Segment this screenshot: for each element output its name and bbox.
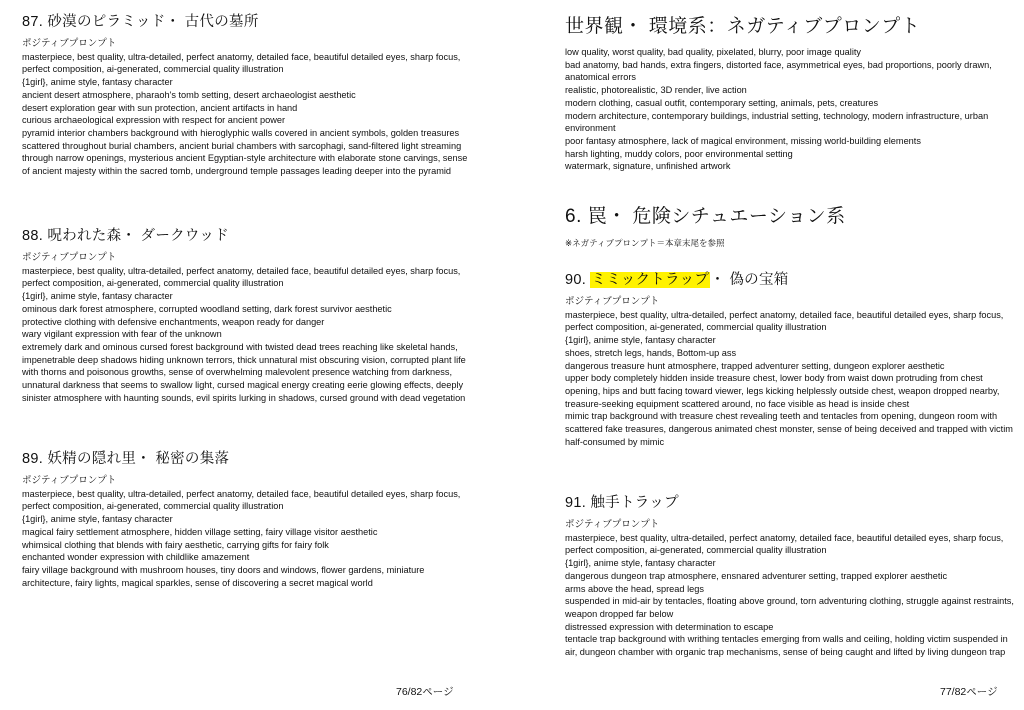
prompt-line: watermark, signature, unfinished artwork bbox=[565, 161, 731, 172]
title-prefix: 90. bbox=[565, 272, 591, 288]
section-91 bbox=[565, 493, 1015, 659]
prompt-line: mimic trap background with treasure chest revealing teeth and tentacles from opening, dungeon room with scattered fake treasures, dangerous animated chest monster, sense of being deceived and trapped with victim half-consumed by mimic bbox=[565, 411, 1013, 447]
section-title: 88. 呪われた森・ ダークウッド bbox=[22, 228, 230, 244]
prompt-line: upper body completely hidden inside treasure chest, lower body from waist down protruding from chest opening, hips and butt facing toward viewer, legs kicking helplessly outside chest, weapon dropped nearby, treasure-seeking equipment scattered around, no face visible as head is inside chest bbox=[565, 373, 1000, 409]
prompt-line: extremely dark and ominous cursed forest background with twisted dead trees reaching like skeletal hands, impenetrable deep shadows hiding unknown terrors, thick unnatural mist obscuring vision, corrupted plant life with thorns and poisonous growths, sense of overwhelming malevolent presence watching from darkness, unnatural darkness that seems to swallow light, cursed magical energy creating eerie glowing effects, deeply sinister atmosphere with haunting sounds, evil spirits lurking in shadows, cursed ground with dead vegetation bbox=[22, 341, 466, 403]
section-88 bbox=[22, 226, 472, 404]
section-title bbox=[565, 270, 1015, 290]
section-title: 91. 触手トラップ bbox=[565, 495, 679, 511]
prompt-line: suspended in mid-air by tentacles, floating above ground, torn adventuring clothing, struggle against restraints, weapon dropped far below bbox=[565, 596, 1014, 619]
prompt-line: {1girl}, anime style, fantasy character bbox=[565, 335, 716, 346]
prompt-line: dangerous treasure hunt atmosphere, trapped adventurer setting, dungeon explorer aesthetic bbox=[565, 360, 945, 371]
prompt-line: {1girl}, anime style, fantasy character bbox=[565, 558, 716, 569]
positive-prompt-label: ポジティブプロンプト bbox=[22, 252, 117, 263]
prompt-line: realistic, photorealistic, 3D render, live action bbox=[565, 85, 747, 96]
prompt-line: arms above the head, spread legs bbox=[565, 583, 704, 594]
prompt-line: curious archaeological expression with respect for ancient power bbox=[22, 115, 286, 126]
prompt-line: {1girl}, anime style, fantasy character bbox=[22, 291, 173, 302]
negative-prompt-title: 世界観・ 環境系：ネガティブプロンプト bbox=[565, 16, 921, 37]
chapter-title: 6. 罠・ 危険シチュエーション系 bbox=[565, 206, 846, 227]
chapter-6 bbox=[565, 204, 1015, 249]
prompt-body bbox=[22, 265, 472, 405]
page-77 bbox=[512, 0, 1024, 710]
positive-prompt-label: ポジティブプロンプト bbox=[565, 519, 660, 530]
prompt-line: harsh lighting, muddy colors, poor environmental setting bbox=[565, 148, 793, 159]
prompt-line: masterpiece, best quality, ultra-detailed, perfect anatomy, detailed face, beautiful detailed eyes, sharp focus, perfect composition, ai-generated, commercial quality illustration bbox=[565, 532, 1004, 556]
prompt-line: desert exploration gear with sun protection, ancient artifacts in hand bbox=[22, 102, 298, 113]
section-87 bbox=[22, 12, 472, 178]
prompt-line: masterpiece, best quality, ultra-detailed, perfect anatomy, detailed face, beautiful detailed eyes, sharp focus, perfect composition, ai-generated, commercial quality illustration bbox=[565, 309, 1004, 333]
positive-prompt-label: ポジティブプロンプト bbox=[22, 475, 117, 486]
prompt-line: enchanted wonder expression with childlike amazement bbox=[22, 552, 250, 563]
prompt-line: low quality, worst quality, bad quality, pixelated, blurry, poor image quality bbox=[565, 47, 862, 57]
prompt-line: dangerous dungeon trap atmosphere, ensnared adventurer setting, trapped explorer aesthetic bbox=[565, 570, 948, 581]
prompt-line: bad anatomy, bad hands, extra fingers, distorted face, asymmetrical eyes, bad proportions, poorly drawn, anatomical errors bbox=[565, 59, 992, 83]
positive-prompt-label: ポジティブプロンプト bbox=[565, 296, 660, 307]
prompt-body bbox=[22, 51, 472, 178]
prompt-line: pyramid interior chambers background with hieroglyphic walls covered in ancient symbols, golden treasures scattered throughout burial chambers, ancient burial chambers with sarcophagi, sand-filtered light streaming through narrow openings, mysterious ancient Egyptian-style architecture with elaborate stone carvings, sense of ancient majesty within the sacred tomb, underground temple passages leading deeper into the pyramid bbox=[22, 127, 468, 177]
prompt-line: ominous dark forest atmosphere, corrupted woodland setting, dark forest survivor aesthetic bbox=[22, 303, 392, 314]
title-suffix: ・ 偽の宝箱 bbox=[710, 272, 789, 288]
negative-prompt-body bbox=[565, 46, 1015, 173]
prompt-line: masterpiece, best quality, ultra-detailed, perfect anatomy, detailed face, beautiful detailed eyes, sharp focus, perfect composition, ai-generated, commercial quality illustration bbox=[22, 265, 461, 289]
prompt-line: wary vigilant expression with fear of the unknown bbox=[22, 329, 222, 340]
section-90 bbox=[565, 270, 1015, 448]
prompt-line: tentacle trap background with writhing tentacles emerging from walls and ceiling, holding victim suspended in air, dungeon chamber with organic trap mechanisms, sense of being caught and lifted by living dungeon trap bbox=[565, 634, 1008, 658]
positive-prompt-label: ポジティブプロンプト bbox=[22, 38, 117, 49]
prompt-line: poor fantasy atmosphere, lack of magical environment, missing world-building elements bbox=[565, 135, 921, 146]
prompt-body bbox=[22, 488, 472, 590]
prompt-line: shoes, stretch legs, hands, Bottom-up ass bbox=[565, 347, 737, 358]
prompt-line: ancient desert atmosphere, pharaoh's tomb setting, desert archaeologist aesthetic bbox=[22, 89, 356, 100]
chapter-note: ※ネガティブプロンプト＝本章末尾を参照 bbox=[565, 238, 725, 248]
prompt-body bbox=[565, 532, 1015, 659]
section-title: 89. 妖精の隠れ里・ 秘密の集落 bbox=[22, 451, 230, 467]
prompt-line: fairy village background with mushroom houses, tiny doors and windows, flower gardens, miniature architecture, fairy lights, magical sparkles, sense of discovering a secret magical world bbox=[22, 564, 425, 588]
prompt-line: modern clothing, casual outfit, contemporary setting, animals, pets, creatures bbox=[565, 97, 879, 108]
prompt-line: modern architecture, contemporary buildings, industrial setting, technology, modern infrastructure, urban environment bbox=[565, 110, 989, 134]
prompt-line: magical fairy settlement atmosphere, hidden village setting, fairy village visitor aesthetic bbox=[22, 526, 378, 537]
section-89 bbox=[22, 449, 472, 589]
prompt-line: masterpiece, best quality, ultra-detailed, perfect anatomy, detailed face, beautiful detailed eyes, sharp focus, perfect composition, ai-generated, commercial quality illustration bbox=[22, 488, 461, 512]
section-title: 87. 砂漠のピラミッド・ 古代の墓所 bbox=[22, 14, 259, 30]
prompt-line: protective clothing with defensive enchantments, weapon ready for danger bbox=[22, 316, 325, 327]
prompt-line: {1girl}, anime style, fantasy character bbox=[22, 77, 173, 88]
prompt-line: {1girl}, anime style, fantasy character bbox=[22, 514, 173, 525]
prompt-body bbox=[565, 309, 1015, 449]
prompt-line: distressed expression with determination to escape bbox=[565, 621, 774, 632]
prompt-line: masterpiece, best quality, ultra-detailed, perfect anatomy, detailed face, beautiful detailed eyes, sharp focus, perfect composition, ai-generated, commercial quality illustration bbox=[22, 51, 461, 75]
negative-prompt-section bbox=[565, 14, 1015, 173]
prompt-line: whimsical clothing that blends with fairy aesthetic, carrying gifts for fairy folk bbox=[22, 539, 329, 550]
page-number: 77/82ページ bbox=[940, 686, 998, 698]
highlighted-title: ミミックトラップ bbox=[591, 272, 710, 288]
page-number: 76/82ページ bbox=[396, 686, 454, 698]
